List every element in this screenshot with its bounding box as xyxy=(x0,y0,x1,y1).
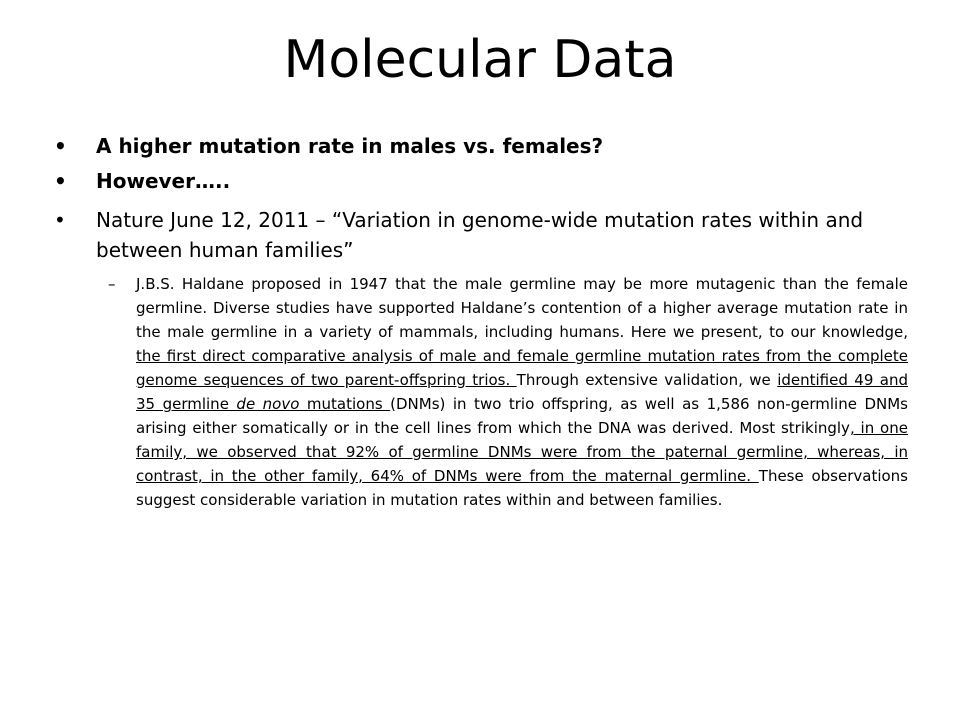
abstract-italic-underlined-text: de novo xyxy=(236,395,300,413)
bullet-text: Nature June 12, 2011 – “Variation in genome-wide mutation rates within and between human families” xyxy=(96,208,864,262)
abstract-paragraph xyxy=(136,272,908,512)
abstract-underlined-text: the first direct comparative analysis of male and female germline mutation rates from the complete genome sequences of two parent-offspring trios. xyxy=(136,347,908,389)
bullet-dot-icon: • xyxy=(54,169,67,193)
abstract-text: These observations suggest considerable variation in mutation rates within and between families. xyxy=(136,467,908,509)
slide-title: Molecular Data xyxy=(283,30,677,90)
abstract-underlined-text: , in one family, we observed that 92% of germline DNMs were from the paternal germline, whereas, in contrast, in the other family, 64% of DNMs were from the maternal germline. xyxy=(136,419,908,485)
abstract-text: Through extensive validation, we xyxy=(516,371,778,389)
abstract-underlined-text: identified 49 and 35 germline xyxy=(136,371,909,413)
bullet-text: However….. xyxy=(96,169,231,193)
bullet-dot-icon: • xyxy=(54,134,67,158)
sub-bullet-marker: – xyxy=(108,275,116,293)
abstract-text: (DNMs) in two trio offspring, as well as 1,586 non-germline DNMs arising either somatically or in the cell lines from which the DNA was derived. Most strikingly xyxy=(136,395,908,437)
abstract-text: J.B.S. Haldane proposed in 1947 that the male germline may be more mutagenic than the female germline. Diverse studies have supported Haldane’s contention of a higher average mutation rate in the male germline in a variety of mammals, including humans. Here we present, to our knowledge, xyxy=(136,275,908,341)
bullet-dot-icon: • xyxy=(54,208,66,232)
bullet-text: A higher mutation rate in males vs. females? xyxy=(96,134,604,158)
abstract-underlined-text: mutations xyxy=(299,395,391,413)
